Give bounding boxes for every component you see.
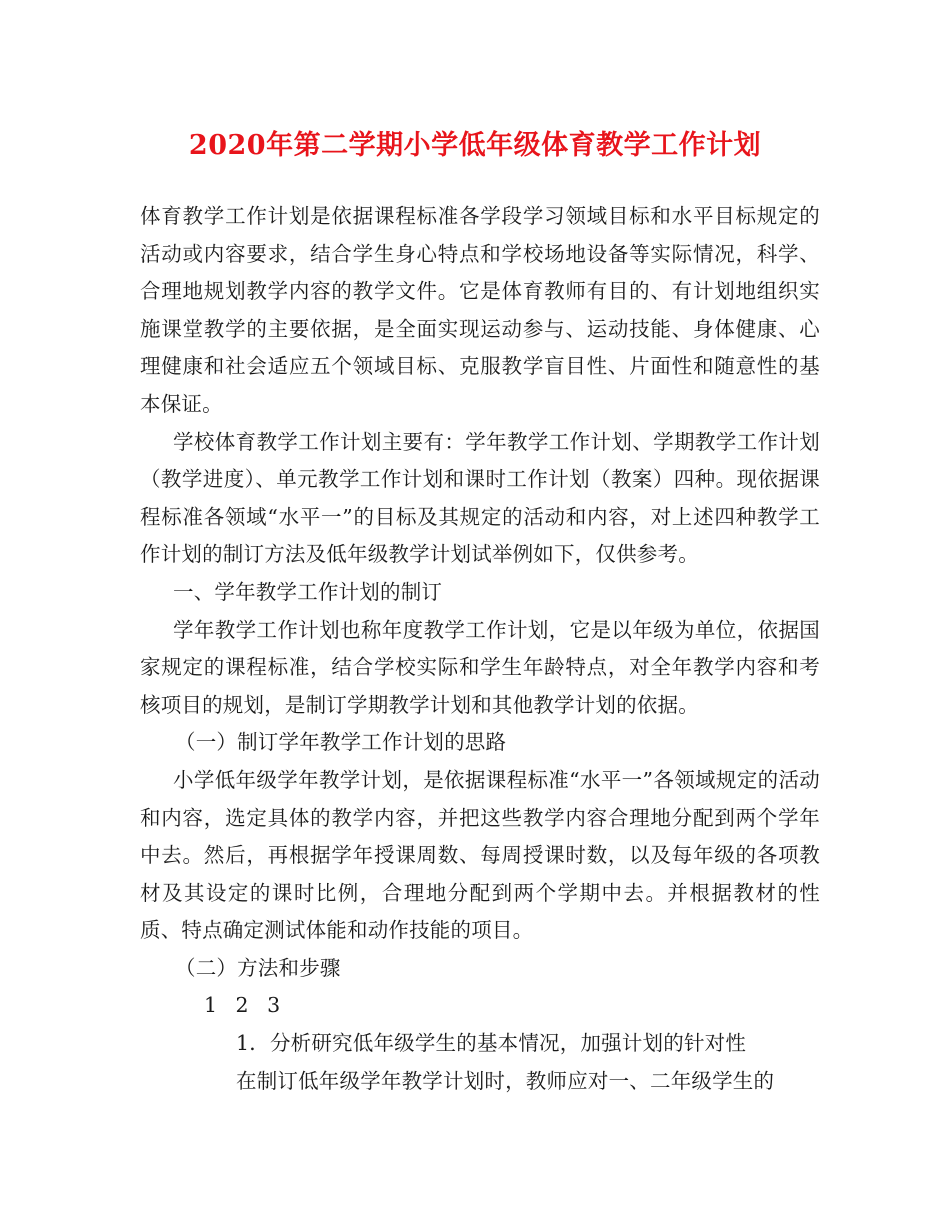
subsection-heading-1: （一）制订学年教学工作计划的思路: [175, 730, 507, 755]
paragraph-approach: 小学低年级学年教学计划，是依据课程标准“水平一”各领域规定的活动和内容，选定具体的教学内容，并把这些教学内容合理地分配到两个学年中去。然后，再根据学年授课周数、每周授课时数，以及每年级的各项教材及其设定的课时比例，合理地分配到两个学期中去。并根据教材的性质、特点确定测试体能和动作技能的项目。: [140, 767, 820, 943]
subsection-heading-2: （二）方法和步骤: [175, 955, 341, 980]
number-markers: 1 2 3: [204, 993, 287, 1018]
document-title: 2020年第二学期小学低年级体育教学工作计划: [188, 130, 762, 161]
section-heading-1: 一、学年教学工作计划的制订: [173, 579, 443, 604]
step-heading-1: 1．分析研究低年级学生的基本情况，加强计划的针对性: [236, 1031, 747, 1056]
document-body: [140, 198, 820, 1100]
paragraph-intro: 体育教学工作计划是依据课程标准各学段学习领域目标和水平目标规定的活动或内容要求，结合学生身心特点和学校场地设备等实际情况，科学、合理地规划教学内容的教学文件。它是体育教师有目的、有计划地组织实施课堂教学的主要依据，是全面实现运动参与、运动技能、身体健康、心理健康和社会适应五个领域目标、克服教学盲目性、片面性和随意性的基本保证。: [140, 204, 820, 416]
paragraph-plan-types: 学校体育教学工作计划主要有：学年教学工作计划、学期教学工作计划（教学进度）、单元教学工作计划和课时工作计划（教案）四种。现依据课程标准各领域“水平一”的目标及其规定的活动和内容，对上述四种教学工作计划的制订方法及低年级教学计划试举例如下，仅供参考。: [140, 429, 820, 567]
paragraph-annual-plan: 学年教学工作计划也称年度教学工作计划，它是以年级为单位，依据国家规定的课程标准，结合学校实际和学生年龄特点，对全年教学内容和考核项目的规划，是制订学期教学计划和其他教学计划的依据。: [140, 617, 820, 717]
paragraph-step-1: 在制订低年级学年教学计划时，教师应对一、二年级学生的: [236, 1068, 775, 1093]
